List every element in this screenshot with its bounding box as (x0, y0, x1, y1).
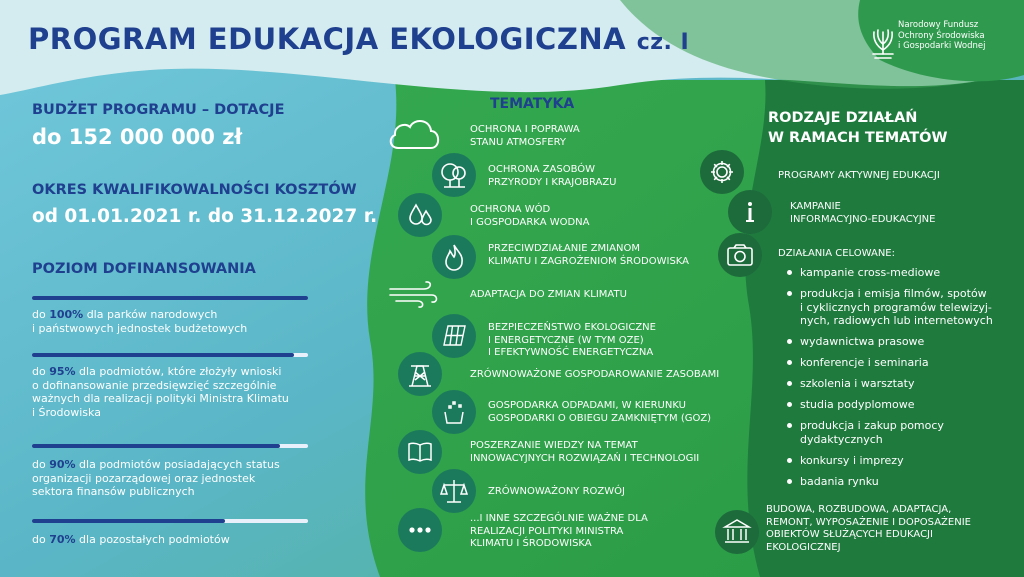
list-item: produkcja i emisja filmów, spotów i cyklicznych programów telewizyj- nych, radiowych lub internetowych (786, 287, 993, 328)
level-percent: 90% (49, 458, 76, 471)
action-active-education: PROGRAMY AKTYWNEJ EDUKACJI (778, 170, 940, 181)
topic-knowledge: POSZERZANIE WIEDZY NA TEMAT INNOWACYJNYCH ROZWIĄZAŃ I TECHNOLOGII (470, 440, 700, 464)
funding-level-95 (32, 365, 307, 419)
funding-level-90 (32, 458, 307, 499)
funding-title: POZIOM DOFINANSOWANIA (32, 261, 256, 277)
level-percent: 100% (49, 308, 84, 321)
book-icon (398, 430, 442, 474)
funding-bar-90 (32, 444, 308, 448)
level-text: dla podmiotów posiadających status organizacji pozarządowej oraz jednostek sektora finansów publicznych (32, 458, 280, 498)
water-drops-icon (398, 193, 442, 237)
logo-line-2: Ochrony Środowiska (898, 30, 985, 41)
level-prefix: do (32, 533, 50, 546)
level-percent: 70% (49, 533, 76, 546)
scales-icon (432, 469, 476, 513)
tematyka-title: TEMATYKA (490, 96, 575, 112)
level-prefix: do (32, 458, 50, 471)
topic-nature: OCHRONA ZASOBÓW PRZYRODY I KRAJOBRAZU (488, 164, 617, 188)
camera-icon (718, 233, 762, 277)
list-item: konkursy i imprezy (786, 454, 993, 468)
bin-icon (432, 390, 476, 434)
nfosigw-logo (870, 20, 1010, 70)
period-value: od 01.01.2021 r. do 31.12.2027 r. (32, 206, 378, 227)
period-label: OKRES KWALIFIKOWALNOŚCI KOSZTÓW (32, 182, 357, 198)
level-prefix: do (32, 308, 50, 321)
logo-line-1: Narodowy Fundusz (898, 20, 979, 30)
page-title (28, 22, 689, 56)
funding-bar-fill (32, 444, 280, 448)
topic-waste: GOSPODARKA ODPADAMI, W KIERUNKU GOSPODARKI O OBIEGU ZAMKNIĘTYM (GOZ) (488, 400, 712, 424)
fern-logo-icon (870, 20, 896, 60)
fire-icon (432, 235, 476, 279)
level-text: dla podmiotów, które złożyły wnioski o dofinansowanie przedsięwzięć szczególnie ważnych dla realizacji polityki Ministra Klimatu i Środowiska (32, 365, 289, 419)
funding-bar-fill (32, 353, 294, 357)
title-part: cz. I (636, 30, 690, 55)
topic-adaptation: ADAPTACJA DO ZMIAN KLIMATU (470, 289, 627, 300)
action-campaigns: KAMPANIE INFORMACYJNO-EDUKACYJNE (790, 201, 936, 225)
wind-icon (388, 280, 438, 310)
funding-bar-fill (32, 519, 225, 523)
topic-sustainable: ZRÓWNOWAŻONY ROZWÓJ (488, 486, 625, 497)
topic-atmosphere: OCHRONA I POPRAWA STANU ATMOSFERY (470, 124, 580, 148)
logo-line-3: i Gospodarki Wodnej (898, 41, 986, 51)
topic-energy: BEZPIECZEŃSTWO EKOLOGICZNE I ENERGETYCZNE (W TYM OZE) I EFEKTYWNOŚĆ ENERGETYCZNA (488, 322, 656, 358)
list-item: produkcja i zakup pomocy dydaktycznych (786, 419, 993, 446)
list-item: wydawnictwa prasowe (786, 335, 993, 349)
funding-level-100 (32, 308, 307, 335)
funding-bar-100 (32, 296, 308, 300)
topic-other: ...I INNE SZCZEGÓLNIE WAŻNE DLA REALIZACJI POLITYKI MINISTRA KLIMATU I ŚRODOWISKA (470, 513, 648, 549)
level-text: dla parków narodowych i państwowych jednostek budżetowych (32, 308, 248, 335)
level-text: dla pozostałych podmiotów (75, 533, 230, 546)
topic-resources: ZRÓWNOWAŻONE GOSPODAROWANIE ZASOBAMI (470, 369, 720, 380)
budget-value: do 152 000 000 zł (32, 125, 243, 149)
funding-level-70 (32, 533, 307, 547)
dots-icon (398, 508, 442, 552)
list-item: szkolenia i warsztaty (786, 377, 993, 391)
funding-bar-95 (32, 353, 308, 357)
level-percent: 95% (49, 365, 76, 378)
action-targeted: DZIAŁANIA CELOWANE: (778, 248, 895, 259)
cloud-icon (386, 112, 442, 156)
level-prefix: do (32, 365, 50, 378)
gear-icon (700, 150, 744, 194)
list-item: kampanie cross-mediowe (786, 266, 993, 280)
info-icon (728, 190, 772, 234)
rodzaje-title: RODZAJE DZIAŁAŃ W RAMACH TEMATÓW (768, 110, 948, 146)
list-item: konferencje i seminaria (786, 356, 993, 370)
funding-bar-70 (32, 519, 308, 523)
topic-climate: PRZECIWDZIAŁANIE ZMIANOM KLIMATU I ZAGROŻENIOM ŚRODOWISKA (488, 243, 690, 267)
budget-label: BUDŻET PROGRAMU – DOTACJE (32, 102, 285, 118)
list-item: studia podyplomowe (786, 398, 993, 412)
targeted-actions-list (786, 266, 993, 496)
action-infrastructure: BUDOWA, ROZBUDOWA, ADAPTACJA, REMONT, WYPOSAŻENIE I DOPOSAŻENIE OBIEKTÓW SŁUŻĄCYCH EDUKACJI EKOLOGICZNEJ (766, 504, 971, 553)
list-item: badania rynku (786, 475, 993, 489)
topic-water: OCHRONA WÓD I GOSPODARKA WODNA (470, 204, 590, 228)
building-icon (715, 510, 759, 554)
funding-bar-fill (32, 296, 308, 300)
tree-icon (432, 153, 476, 197)
title-main: PROGRAM EDUKACJA EKOLOGICZNA (28, 22, 627, 56)
